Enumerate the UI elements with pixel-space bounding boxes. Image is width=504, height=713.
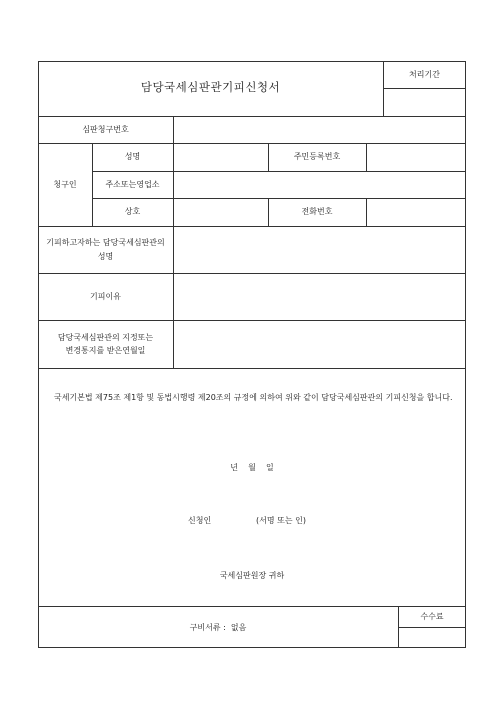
row-line — [92, 198, 466, 199]
judge-name-label-line1: 기피하고자하는 담당국세심판관의 — [46, 238, 165, 247]
phone-label: 전화번호 — [301, 207, 333, 216]
address-label: 주소또는영업소 — [105, 180, 160, 189]
label-column-divider — [173, 116, 174, 368]
row-line — [38, 273, 466, 274]
statement-text: 국세기본법 제75조 제1항 및 동법시행령 제20조의 규정에 의하여 위와 같이 담당국세심판관의 기피신청을 합니다. — [54, 393, 453, 402]
sign-note: (서명 또는 인) — [256, 516, 306, 525]
processing-period-divider — [383, 88, 466, 89]
row-line — [38, 143, 466, 144]
attachments-label: 구비서류 : 없음 — [189, 623, 247, 632]
resident-no-label: 주민등록번호 — [293, 152, 341, 161]
date-line: 년 월 일 — [230, 463, 274, 472]
row-line — [92, 171, 466, 172]
judge-name-label-line2: 성명 — [97, 252, 114, 261]
applicant-label: 청구인 — [53, 180, 77, 189]
avoidance-reason-label: 기피이유 — [90, 292, 121, 301]
applicant-sign-label: 신청인 — [188, 516, 212, 525]
row-line — [38, 226, 466, 227]
row-line — [38, 116, 466, 117]
cell-divider — [366, 143, 367, 171]
trial-request-no-label: 심판청구번호 — [82, 125, 129, 134]
trade-name-label: 상호 — [124, 207, 141, 216]
notice-date-label-line2: 변경통지를 받은연월일 — [65, 346, 146, 355]
row-line — [38, 368, 466, 369]
processing-period-label: 처리기간 — [409, 70, 440, 79]
row-line — [38, 320, 466, 321]
fee-label: 수수료 — [420, 612, 444, 621]
addressee: 국세심판원장 귀하 — [219, 571, 285, 580]
notice-date-label-line1: 담당국세심판관의 지정또는 — [57, 333, 154, 342]
fee-line — [398, 627, 466, 628]
cell-divider — [366, 198, 367, 226]
name-label: 성명 — [124, 152, 141, 161]
form-title: 담당국세심판관기피신청서 — [140, 80, 281, 94]
row-line — [38, 606, 466, 607]
